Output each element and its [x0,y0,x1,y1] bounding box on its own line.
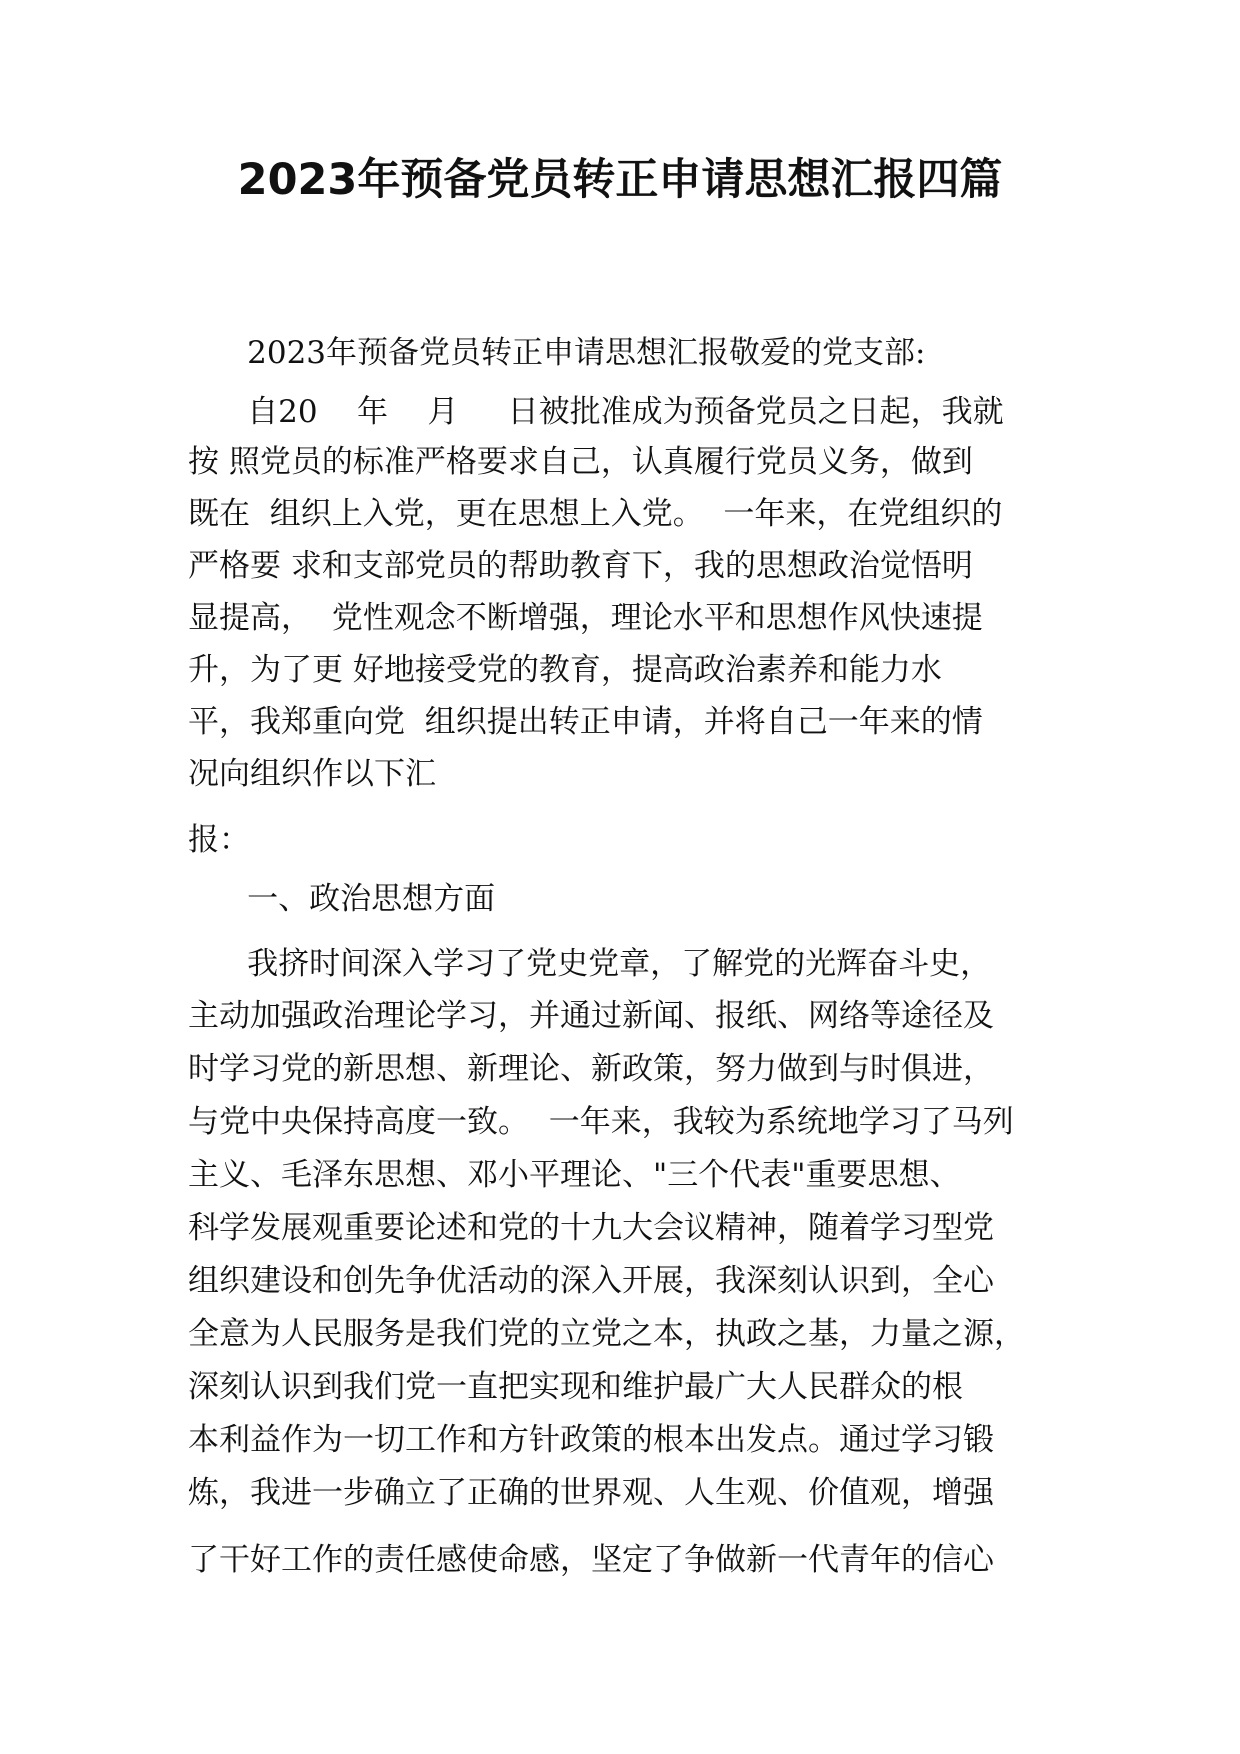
text-line: 升，为了更 好地接受党的教育，提高政治素养和能力水 [188,652,942,688]
text-line: 严格要 求和支部党员的帮助教育下，我的思想政治觉悟明 [188,548,973,584]
text-line: 显提高， 党性观念不断增强，理论水平和思想作风快速提 [188,600,983,636]
text-line: 深刻认识到我们党一直把实现和维护最广大人民群众的根 [188,1369,963,1405]
text-line: 报： [188,822,250,858]
text-line: 平，我郑重向党 组织提出转正申请，并将自己一年来的情 [188,704,983,740]
text-line: 与党中央保持高度一致。 一年来，我较为系统地学习了马列 [188,1104,1014,1140]
text-line: 时学习党的新思想、新理论、新政策，努力做到与时俱进， [188,1051,994,1087]
text-line: 按 照党员的标准严格要求自己，认真履行党员义务，做到 [188,444,973,480]
text-line: 炼，我进一步确立了正确的世界观、人生观、价值观，增强 [188,1475,994,1511]
text-line: 我挤时间深入学习了党史党章，了解党的光辉奋斗史， [188,946,992,982]
section-heading: 一、政治思想方面 [188,881,496,917]
text-line: 科学发展观重要论述和党的十九大会议精神，随着学习型党 [188,1210,994,1246]
text-line: 2023年预备党员转正申请思想汇报敬爱的党支部: [188,335,926,371]
text-line: 本利益作为一切工作和方针政策的根本出发点。通过学习锻 [188,1422,994,1458]
text-line: 主动加强政治理论学习，并通过新闻、报纸、网络等途径及 [188,998,994,1034]
document-title: 2023年预备党员转正申请思想汇报四篇 [237,155,1003,205]
text-line: 况向组织作以下汇 [188,756,436,792]
text-line: 既在 组织上入党，更在思想上入党。 一年来，在党组织的 [188,496,1003,532]
text-line: 自20 年 月 日被批准成为预备党员之日起，我就 [188,394,1004,430]
text-line: 了干好工作的责任感使命感，坚定了争做新一代青年的信心 [188,1542,994,1578]
text-line: 主义、毛泽东思想、邓小平理论、"三个代表"重要思想、 [188,1157,961,1193]
text-line: 组织建设和创先争优活动的深入开展，我深刻认识到，全心 [188,1263,994,1299]
text-line: 全意为人民服务是我们党的立党之本，执政之基，力量之源， [188,1316,1025,1352]
